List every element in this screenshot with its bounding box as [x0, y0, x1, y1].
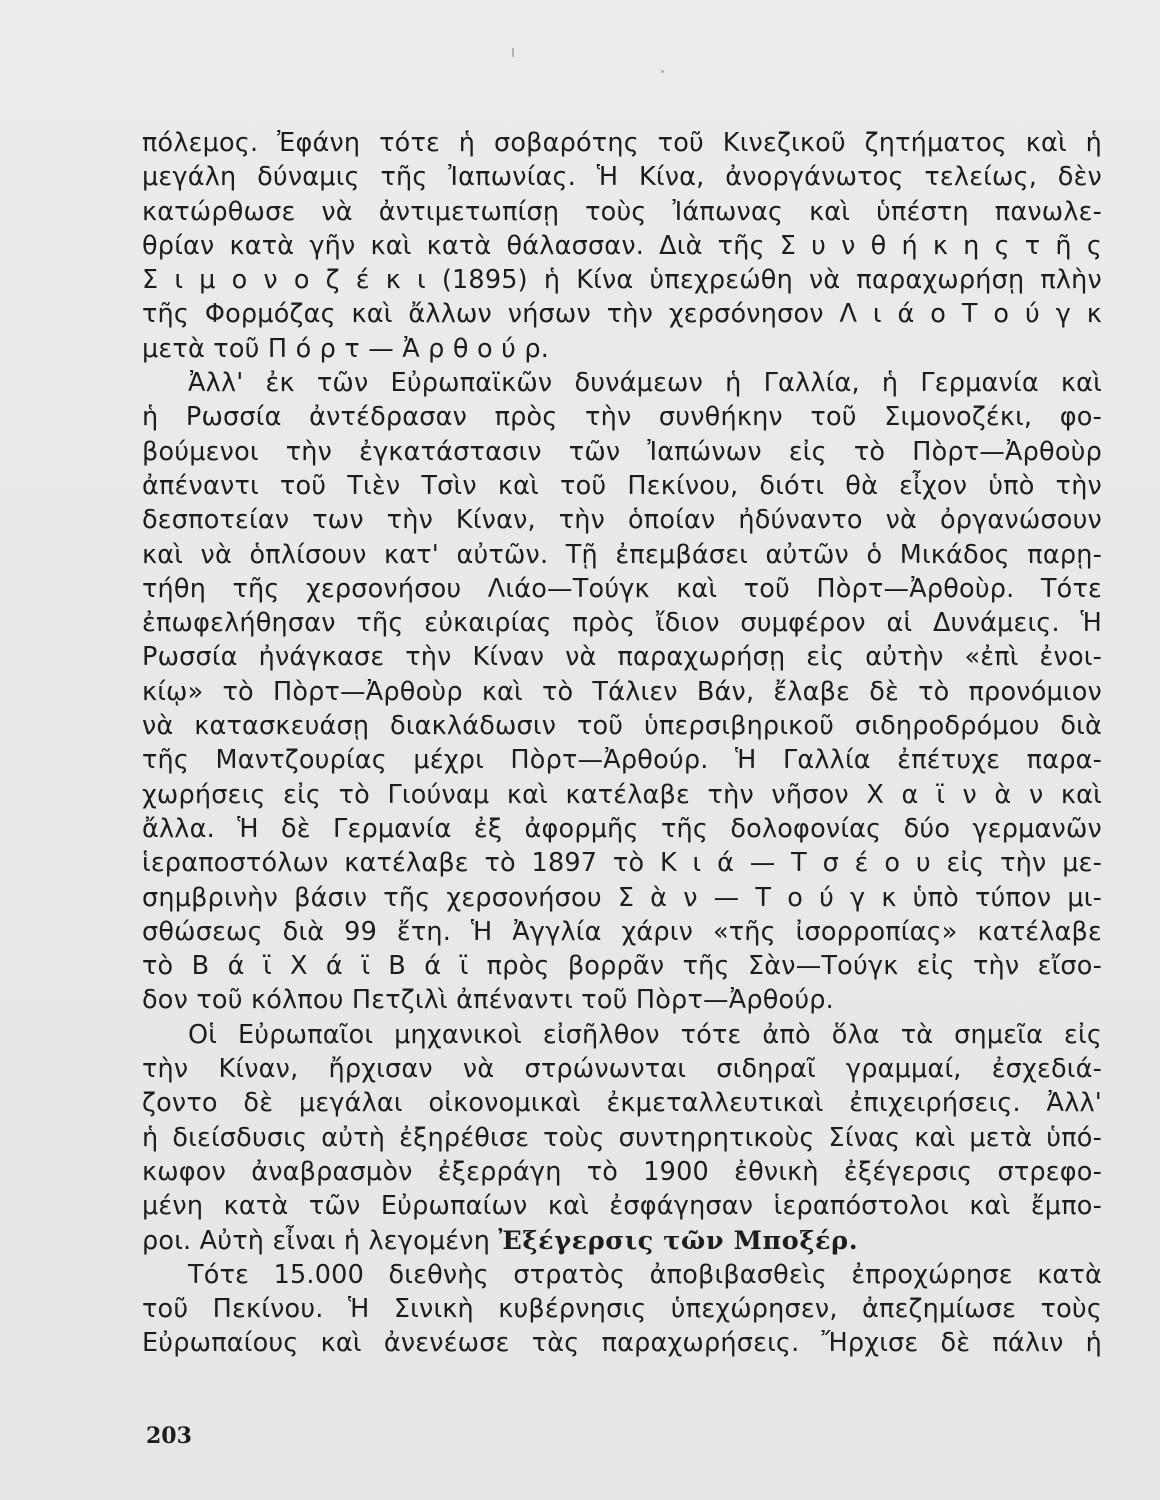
text-line: ζοντο δὲ μεγάλαι οἰκονομικαὶ ἐκμεταλλευτικαὶ ἐπιχειρήσεις. Ἀλλ'	[142, 1088, 1102, 1119]
text-line: σημβρινὴν βάσιν τῆς χερσονήσου Σ ὰ ν — Τ ο ύ γ κ ὑπὸ τύπον μι-	[142, 882, 1102, 913]
paragraph-4	[142, 1258, 1102, 1361]
text-line: δεσποτείαν των τὴν Κίναν, τὴν ὁποίαν ἠδύναντο νὰ ὀργανώσουν	[142, 505, 1102, 536]
text-line: τήθη τῆς χερσονήσου Λιάο—Τούγκ καὶ τοῦ Πὸρτ—Ἀρθοὺρ. Τότε	[142, 573, 1102, 604]
text-line: Σ ι μ ο ν ο ζ έ κ ι (1895) ἡ Κίνα ὑπεχρεώθη νὰ παραχωρήσῃ πλὴν	[142, 265, 1102, 296]
text-line: κωφον ἀναβρασμὸν ἐξερράγη τὸ 1900 ἐθνικὴ ἐξέγερσις στρεφο-	[142, 1156, 1102, 1187]
text-line: Ἀλλ' ἐκ τῶν Εὐρωπαϊκῶν δυνάμεων ἡ Γαλλία, ἡ Γερμανία καὶ	[188, 368, 1102, 399]
text-line: σθώσεως διὰ 99 ἔτη. Ἡ Ἀγγλία χάριν «τῆς ἰσορροπίας» κατέλαβε	[142, 916, 1102, 947]
paragraph-3	[142, 1018, 1102, 1258]
text-line: τῆς Φορμόζας καὶ ἄλλων νήσων τὴν χερσόνησον Λ ι ά ο Τ ο ύ γ κ	[142, 299, 1102, 330]
text-line: τοῦ Πεκίνου. Ἡ Σινικὴ κυβέρνησις ὑπεχώρησεν, ἀπεζημίωσε τοὺς	[142, 1294, 1102, 1325]
text-line: νὰ κατασκευάσῃ διακλάδωσιν τοῦ ὑπερσιβηρικοῦ σιδηροδρόμου διὰ	[142, 711, 1102, 742]
paragraph-2	[142, 366, 1102, 1018]
text-line: Εὐρωπαίους καὶ ἀνενέωσε τὰς παραχωρήσεις. Ἤρχισε δὲ πάλιν ἡ	[142, 1328, 1102, 1359]
boxer-rebellion-heading: Ἐξέγερσις τῶν Μποξέρ.	[498, 1225, 859, 1256]
text-line: μετὰ τοῦ Π ό ρ τ — Ἀ ρ θ ο ύ ρ.	[142, 333, 550, 364]
text-line: θρίαν κατὰ γῆν καὶ κατὰ θάλασσαν. Διὰ τῆς Σ υ ν θ ή κ η ς τ ῆ ς	[142, 230, 1102, 261]
text-line: ἀπέναντι τοῦ Τιὲν Τσὶν καὶ τοῦ Πεκίνου, διότι θὰ εἶχον ὑπὸ τὴν	[142, 470, 1102, 501]
text-line: τὸ Β ά ϊ Χ ά ϊ Β ά ϊ πρὸς βορρᾶν τῆς Σὰν—Τούγκ εἰς τὴν εἴσο-	[142, 951, 1102, 982]
text-line: Οἱ Εὐρωπαῖοι μηχανικοὶ εἰσῆλθον τότε ἀπὸ ὅλα τὰ σημεῖα εἰς	[188, 1019, 1102, 1050]
text-line: κίῳ» τὸ Πὸρτ—Ἀρθοὺρ καὶ τὸ Τάλιεν Βάν, ἔλαβε δὲ τὸ προνόμιον	[142, 676, 1102, 707]
text-line: μεγάλη δύναμις τῆς Ἰαπωνίας. Ἡ Κίνα, ἀνοργάνωτος τελείως, δὲν	[142, 162, 1102, 193]
closing-line-text: ροι. Αὐτὴ εἶναι ἡ λεγομένη	[142, 1225, 499, 1256]
text-line: καὶ νὰ ὁπλίσουν κατ' αὐτῶν. Τῇ ἐπεμβάσει αὐτῶν ὁ Μικάδος παρῃ-	[142, 539, 1102, 570]
text-line: τῆς Μαντζουρίας μέχρι Πὸρτ—Ἀρθούρ. Ἡ Γαλλία ἐπέτυχε παρα-	[142, 745, 1102, 776]
text-line: ἱεραποστόλων κατέλαβε τὸ 1897 τὸ Κ ι ά — Τ σ έ ο υ εἰς τὴν με-	[142, 848, 1102, 879]
text-line: τὴν Κίναν, ἤρχισαν νὰ στρώνωνται σιδηραῖ γραμμαί, ἐσχεδιά-	[142, 1054, 1102, 1085]
text-line: χωρήσεις εἰς τὸ Γιούναμ καὶ κατέλαβε τὴν νῆσον Χ α ϊ ν ὰ ν καὶ	[142, 779, 1102, 810]
text-line: μένη κατὰ τῶν Εὐρωπαίων καὶ ἐσφάγησαν ἱεραπόστολοι καὶ ἔμπο-	[142, 1191, 1102, 1222]
text-line: πόλεμος. Ἐφάνη τότε ἡ σοβαρότης τοῦ Κινεζικοῦ ζητήματος καὶ ἡ	[142, 128, 1102, 158]
text-line: Ρωσσία ἠνάγκασε τὴν Κίναν νὰ παραχωρήσῃ εἰς αὐτὴν «ἐπὶ ἐνοι-	[142, 642, 1102, 673]
print-speck	[661, 70, 664, 73]
text-line: δον τοῦ κόλπου Πετζιλὶ ἀπέναντι τοῦ Πὸρτ—Ἀρθούρ.	[142, 985, 834, 1016]
text-line: βούμενοι τὴν ἐγκατάστασιν τῶν Ἰαπώνων εἰς τὸ Πὸρτ—Ἀρθοὺρ	[142, 436, 1102, 467]
page-number: 203	[146, 1423, 192, 1449]
body-text	[142, 126, 1102, 1361]
text-line: ἡ διείσδυσις αὐτὴ ἐξηρέθισε τοὺς συντηρητικοὺς Σίνας καὶ μετὰ ὑπό-	[142, 1122, 1102, 1153]
paragraph-1	[142, 126, 1102, 366]
text-line: ἄλλα. Ἡ δὲ Γερμανία ἐξ ἀφορμῆς τῆς δολοφονίας δύο γερμανῶν	[142, 813, 1102, 844]
text-line: ἐπωφελήθησαν τῆς εὐκαιρίας πρὸς ἴδιον συμφέρον αἱ Δυνάμεις. Ἡ	[142, 608, 1102, 639]
text-line: ἡ Ρωσσία ἀντέδρασαν πρὸς τὴν συνθήκην τοῦ Σιμονοζέκι, φο-	[142, 402, 1102, 433]
text-line: κατώρθωσε νὰ ἀντιμετωπίσῃ τοὺς Ἰάπωνας καὶ ὑπέστη πανωλε-	[142, 196, 1102, 227]
text-line: Τότε 15.000 διεθνὴς στρατὸς ἀποβιβασθεὶς ἐπροχώρησε κατὰ	[188, 1259, 1102, 1290]
print-speck	[512, 48, 514, 57]
text-line	[142, 1224, 1102, 1258]
